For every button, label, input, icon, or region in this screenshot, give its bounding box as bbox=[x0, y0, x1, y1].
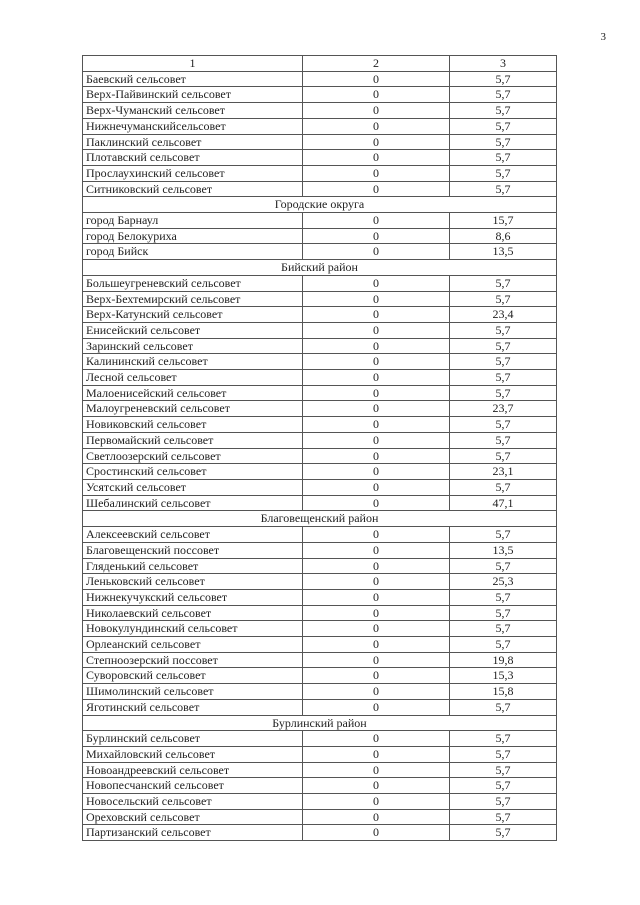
table-row bbox=[83, 479, 557, 495]
value-col2-cell: 0 bbox=[303, 448, 450, 464]
section-title: Благовещенский район bbox=[83, 511, 557, 527]
value-col2-cell: 0 bbox=[303, 652, 450, 668]
value-col3-cell: 5,7 bbox=[450, 165, 557, 181]
table-row bbox=[83, 244, 557, 260]
municipality-name-cell: Михайловский сельсовет bbox=[83, 746, 303, 762]
value-col2-cell: 0 bbox=[303, 213, 450, 229]
table-row bbox=[83, 275, 557, 291]
table-row bbox=[83, 385, 557, 401]
table-row bbox=[83, 432, 557, 448]
value-col3-cell: 15,8 bbox=[450, 684, 557, 700]
municipality-name-cell: Орлеанский сельсовет bbox=[83, 637, 303, 653]
table-row bbox=[83, 134, 557, 150]
value-col2-cell: 0 bbox=[303, 71, 450, 87]
table-header-row bbox=[83, 56, 557, 72]
municipality-name-cell: Шимолинский сельсовет bbox=[83, 684, 303, 700]
value-col2-cell: 0 bbox=[303, 621, 450, 637]
value-col2-cell: 0 bbox=[303, 684, 450, 700]
value-col3-cell: 5,7 bbox=[450, 637, 557, 653]
table-row bbox=[83, 794, 557, 810]
municipality-name-cell: Нижнекучукский сельсовет bbox=[83, 589, 303, 605]
column-header-1: 1 bbox=[83, 56, 303, 72]
value-col3-cell: 5,7 bbox=[450, 809, 557, 825]
municipality-name-cell: Ореховский сельсовет bbox=[83, 809, 303, 825]
value-col3-cell: 5,7 bbox=[450, 87, 557, 103]
table-row bbox=[83, 778, 557, 794]
municipality-name-cell: Усятский сельсовет bbox=[83, 479, 303, 495]
value-col2-cell: 0 bbox=[303, 809, 450, 825]
value-col3-cell: 23,7 bbox=[450, 401, 557, 417]
table-row bbox=[83, 181, 557, 197]
table-row bbox=[83, 338, 557, 354]
value-col2-cell: 0 bbox=[303, 275, 450, 291]
value-col3-cell: 8,6 bbox=[450, 228, 557, 244]
municipality-name-cell: Ситниковский сельсовет bbox=[83, 181, 303, 197]
table-row bbox=[83, 417, 557, 433]
table-row bbox=[83, 71, 557, 87]
value-col2-cell: 0 bbox=[303, 150, 450, 166]
section-title: Бурлинский район bbox=[83, 715, 557, 731]
table-row bbox=[83, 621, 557, 637]
municipality-name-cell: город Барнаул bbox=[83, 213, 303, 229]
value-col2-cell: 0 bbox=[303, 527, 450, 543]
value-col3-cell: 5,7 bbox=[450, 778, 557, 794]
municipality-name-cell: Верх-Бехтемирский сельсовет bbox=[83, 291, 303, 307]
value-col3-cell: 5,7 bbox=[450, 385, 557, 401]
value-col3-cell: 5,7 bbox=[450, 762, 557, 778]
section-title: Бийский район bbox=[83, 260, 557, 276]
table-row bbox=[83, 291, 557, 307]
section-header-row bbox=[83, 197, 557, 213]
table-row bbox=[83, 354, 557, 370]
value-col3-cell: 5,7 bbox=[450, 794, 557, 810]
value-col3-cell: 5,7 bbox=[450, 432, 557, 448]
table-row bbox=[83, 150, 557, 166]
table-row bbox=[83, 558, 557, 574]
municipality-name-cell: Прослаухинский сельсовет bbox=[83, 165, 303, 181]
table-row bbox=[83, 605, 557, 621]
value-col2-cell: 0 bbox=[303, 479, 450, 495]
value-col2-cell: 0 bbox=[303, 338, 450, 354]
value-col3-cell: 5,7 bbox=[450, 479, 557, 495]
value-col3-cell: 5,7 bbox=[450, 370, 557, 386]
value-col3-cell: 5,7 bbox=[450, 275, 557, 291]
value-col2-cell: 0 bbox=[303, 668, 450, 684]
value-col2-cell: 0 bbox=[303, 762, 450, 778]
value-col3-cell: 47,1 bbox=[450, 495, 557, 511]
value-col3-cell: 5,7 bbox=[450, 103, 557, 119]
municipality-name-cell: Лесной сельсовет bbox=[83, 370, 303, 386]
municipality-name-cell: Баевский сельсовет bbox=[83, 71, 303, 87]
value-col3-cell: 5,7 bbox=[450, 621, 557, 637]
value-col2-cell: 0 bbox=[303, 637, 450, 653]
section-header-row bbox=[83, 511, 557, 527]
municipality-name-cell: Большеугреневский сельсовет bbox=[83, 275, 303, 291]
table-row bbox=[83, 495, 557, 511]
table-row bbox=[83, 684, 557, 700]
value-col2-cell: 0 bbox=[303, 401, 450, 417]
value-col3-cell: 5,7 bbox=[450, 338, 557, 354]
value-col3-cell: 5,7 bbox=[450, 417, 557, 433]
value-col2-cell: 0 bbox=[303, 385, 450, 401]
value-col3-cell: 23,1 bbox=[450, 464, 557, 480]
value-col2-cell: 0 bbox=[303, 87, 450, 103]
table-row bbox=[83, 731, 557, 747]
value-col3-cell: 5,7 bbox=[450, 699, 557, 715]
value-col3-cell: 5,7 bbox=[450, 134, 557, 150]
value-col3-cell: 5,7 bbox=[450, 746, 557, 762]
municipality-name-cell: Новиковский сельсовет bbox=[83, 417, 303, 433]
table-row bbox=[83, 165, 557, 181]
value-col2-cell: 0 bbox=[303, 307, 450, 323]
value-col2-cell: 0 bbox=[303, 605, 450, 621]
section-header-row bbox=[83, 260, 557, 276]
municipality-name-cell: Паклинский сельсовет bbox=[83, 134, 303, 150]
municipality-name-cell: Верх-Чуманский сельсовет bbox=[83, 103, 303, 119]
value-col3-cell: 5,7 bbox=[450, 527, 557, 543]
municipality-name-cell: город Белокуриха bbox=[83, 228, 303, 244]
table-row bbox=[83, 527, 557, 543]
value-col2-cell: 0 bbox=[303, 495, 450, 511]
value-col2-cell: 0 bbox=[303, 417, 450, 433]
table-row bbox=[83, 322, 557, 338]
table-body bbox=[83, 56, 557, 841]
value-col3-cell: 5,7 bbox=[450, 605, 557, 621]
value-col3-cell: 5,7 bbox=[450, 71, 557, 87]
value-col2-cell: 0 bbox=[303, 746, 450, 762]
value-col3-cell: 15,7 bbox=[450, 213, 557, 229]
municipality-name-cell: Шебалинский сельсовет bbox=[83, 495, 303, 511]
column-header-2: 2 bbox=[303, 56, 450, 72]
municipality-name-cell: Сростинский сельсовет bbox=[83, 464, 303, 480]
value-col3-cell: 5,7 bbox=[450, 291, 557, 307]
value-col2-cell: 0 bbox=[303, 432, 450, 448]
municipality-name-cell: Плотавский сельсовет bbox=[83, 150, 303, 166]
value-col2-cell: 0 bbox=[303, 464, 450, 480]
value-col2-cell: 0 bbox=[303, 322, 450, 338]
municipality-name-cell: Алексеевский сельсовет bbox=[83, 527, 303, 543]
table-row bbox=[83, 668, 557, 684]
table-row bbox=[83, 809, 557, 825]
value-col2-cell: 0 bbox=[303, 354, 450, 370]
value-col2-cell: 0 bbox=[303, 103, 450, 119]
value-col3-cell: 5,7 bbox=[450, 118, 557, 134]
value-col2-cell: 0 bbox=[303, 589, 450, 605]
table-row bbox=[83, 228, 557, 244]
municipality-name-cell: Нижнечуманскийсельсовет bbox=[83, 118, 303, 134]
table-row bbox=[83, 589, 557, 605]
table-row bbox=[83, 118, 557, 134]
column-header-3: 3 bbox=[450, 56, 557, 72]
value-col2-cell: 0 bbox=[303, 794, 450, 810]
data-table bbox=[82, 55, 557, 841]
value-col3-cell: 5,7 bbox=[450, 731, 557, 747]
table-row bbox=[83, 213, 557, 229]
municipality-name-cell: Светлоозерский сельсовет bbox=[83, 448, 303, 464]
value-col2-cell: 0 bbox=[303, 370, 450, 386]
municipality-name-cell: Николаевский сельсовет bbox=[83, 605, 303, 621]
value-col3-cell: 25,3 bbox=[450, 574, 557, 590]
table-row bbox=[83, 370, 557, 386]
value-col3-cell: 5,7 bbox=[450, 354, 557, 370]
table-row bbox=[83, 448, 557, 464]
value-col2-cell: 0 bbox=[303, 731, 450, 747]
value-col3-cell: 5,7 bbox=[450, 181, 557, 197]
table-row bbox=[83, 637, 557, 653]
municipality-name-cell: Калининский сельсовет bbox=[83, 354, 303, 370]
value-col3-cell: 5,7 bbox=[450, 825, 557, 841]
table-row bbox=[83, 699, 557, 715]
municipality-name-cell: Степноозерский поссовет bbox=[83, 652, 303, 668]
value-col3-cell: 23,4 bbox=[450, 307, 557, 323]
municipality-name-cell: Заринский сельсовет bbox=[83, 338, 303, 354]
municipality-name-cell: Новосельский сельсовет bbox=[83, 794, 303, 810]
municipality-name-cell: Новопесчанский сельсовет bbox=[83, 778, 303, 794]
municipality-name-cell: Малоенисейский сельсовет bbox=[83, 385, 303, 401]
value-col3-cell: 5,7 bbox=[450, 322, 557, 338]
table-row bbox=[83, 103, 557, 119]
value-col2-cell: 0 bbox=[303, 244, 450, 260]
value-col3-cell: 13,5 bbox=[450, 542, 557, 558]
municipality-name-cell: Бурлинский сельсовет bbox=[83, 731, 303, 747]
value-col2-cell: 0 bbox=[303, 778, 450, 794]
value-col2-cell: 0 bbox=[303, 118, 450, 134]
municipality-name-cell: Суворовский сельсовет bbox=[83, 668, 303, 684]
municipality-name-cell: Благовещенский поссовет bbox=[83, 542, 303, 558]
value-col2-cell: 0 bbox=[303, 165, 450, 181]
municipality-name-cell: Леньковский сельсовет bbox=[83, 574, 303, 590]
section-header-row bbox=[83, 715, 557, 731]
value-col3-cell: 5,7 bbox=[450, 448, 557, 464]
table-row bbox=[83, 746, 557, 762]
table-row bbox=[83, 464, 557, 480]
value-col2-cell: 0 bbox=[303, 574, 450, 590]
table-row bbox=[83, 574, 557, 590]
value-col3-cell: 19,8 bbox=[450, 652, 557, 668]
municipality-name-cell: Новоандреевский сельсовет bbox=[83, 762, 303, 778]
value-col2-cell: 0 bbox=[303, 825, 450, 841]
municipality-name-cell: Енисейский сельсовет bbox=[83, 322, 303, 338]
value-col2-cell: 0 bbox=[303, 291, 450, 307]
value-col3-cell: 5,7 bbox=[450, 558, 557, 574]
table-row bbox=[83, 762, 557, 778]
municipality-name-cell: Верх-Пайвинский сельсовет bbox=[83, 87, 303, 103]
section-title: Городские округа bbox=[83, 197, 557, 213]
value-col2-cell: 0 bbox=[303, 228, 450, 244]
table-row bbox=[83, 401, 557, 417]
municipality-name-cell: Малоугреневский сельсовет bbox=[83, 401, 303, 417]
page-number: 3 bbox=[600, 31, 606, 43]
table-row bbox=[83, 87, 557, 103]
value-col2-cell: 0 bbox=[303, 558, 450, 574]
value-col2-cell: 0 bbox=[303, 181, 450, 197]
municipality-name-cell: город Бийск bbox=[83, 244, 303, 260]
municipality-name-cell: Яготинский сельсовет bbox=[83, 699, 303, 715]
table-row bbox=[83, 652, 557, 668]
value-col3-cell: 5,7 bbox=[450, 150, 557, 166]
value-col2-cell: 0 bbox=[303, 542, 450, 558]
value-col3-cell: 13,5 bbox=[450, 244, 557, 260]
municipality-name-cell: Первомайский сельсовет bbox=[83, 432, 303, 448]
municipality-name-cell: Гляденький сельсовет bbox=[83, 558, 303, 574]
municipality-name-cell: Верх-Катунский сельсовет bbox=[83, 307, 303, 323]
municipality-name-cell: Партизанский сельсовет bbox=[83, 825, 303, 841]
table-row bbox=[83, 307, 557, 323]
value-col2-cell: 0 bbox=[303, 134, 450, 150]
municipality-name-cell: Новокулундинский сельсовет bbox=[83, 621, 303, 637]
value-col3-cell: 15,3 bbox=[450, 668, 557, 684]
table-row bbox=[83, 825, 557, 841]
table-row bbox=[83, 542, 557, 558]
value-col2-cell: 0 bbox=[303, 699, 450, 715]
value-col3-cell: 5,7 bbox=[450, 589, 557, 605]
